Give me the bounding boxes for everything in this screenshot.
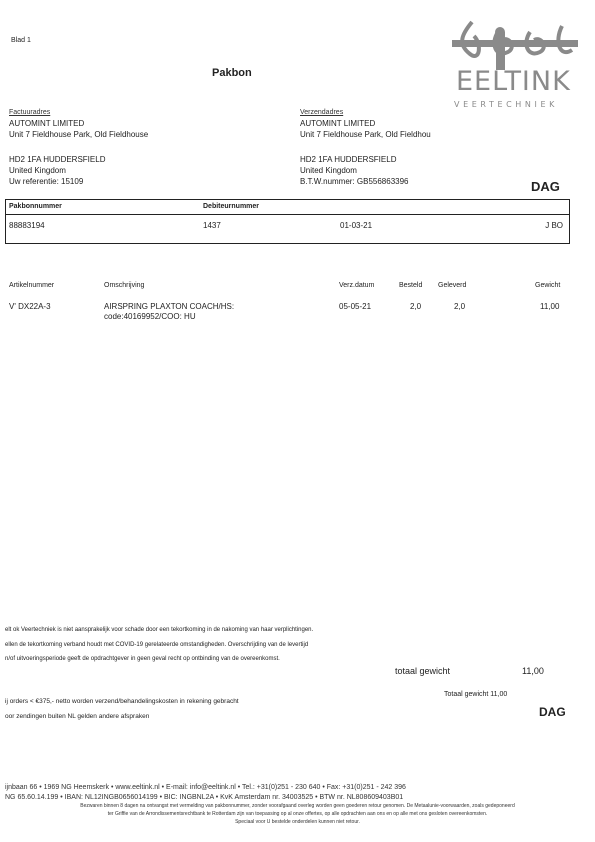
spring-logo-icon bbox=[452, 14, 580, 74]
col-article: Artikelnummer bbox=[9, 282, 55, 289]
logo-tagline: VEERTECHNIEK bbox=[454, 100, 558, 109]
row-ship-date: 05-05-21 bbox=[339, 302, 372, 311]
footer-terms-line1: Bezwaren binnen 8 dagen na ontvangst met vermelding van pakbonnummer, zonder voorafgaand overleg worden geen goederen retour genomen. De Metaalunie-voorwaarden, zoals gedeponeerd bbox=[80, 803, 515, 809]
note-covid: ellen de tekortkoming verband houdt met COVID-19 gerelateerde omstandigheden. Overschrijding van de levertijd bbox=[5, 642, 309, 648]
note-termination: n/of uitvoeringsperiode geeft de opdrachtgever in geen geval recht op ontbinding van de overeenkomst. bbox=[5, 656, 280, 662]
billing-country: United Kingdom bbox=[9, 166, 66, 175]
total-weight-label: totaal gewicht bbox=[395, 666, 451, 676]
row-delivered: 2,0 bbox=[454, 302, 466, 311]
row-article: V' DX22A-3 bbox=[9, 302, 51, 311]
billing-label: Factuuradres bbox=[9, 109, 51, 116]
footer-bank-line: NG 65.60.14.199 • IBAN: NL12INGB0656014199 • BIC: INGBNL2A • KvK Amsterdam nr. 34003525 • BTW nr. NL808609403B01 bbox=[5, 794, 404, 801]
shipping-label: Verzendadres bbox=[300, 109, 344, 116]
company-logo bbox=[452, 14, 580, 114]
page-title: Pakbon bbox=[212, 67, 252, 79]
billing-street: Unit 7 Fieldhouse Park, Old Fieldhouse bbox=[9, 130, 149, 139]
billing-reference: Uw referentie: 15109 bbox=[9, 177, 84, 186]
note-shipping-costs: ij orders < €375,- netto worden verzend/behandelingskosten in rekening gebracht bbox=[5, 698, 239, 705]
shipping-country: United Kingdom bbox=[300, 166, 357, 175]
shipping-street: Unit 7 Fieldhouse Park, Old Fieldhou bbox=[300, 130, 431, 139]
col-description: Omschrijving bbox=[104, 282, 145, 289]
sheet-number: Blad 1 bbox=[11, 37, 31, 44]
note-foreign-shipments: oor zendingen buiten NL gelden andere afspraken bbox=[5, 713, 150, 720]
order-info-box bbox=[5, 199, 570, 244]
logo-name: EELTINK bbox=[456, 66, 571, 97]
col-delivered: Geleverd bbox=[438, 282, 467, 289]
col-ordered: Besteld bbox=[399, 282, 423, 289]
total-weight-value: 11,00 bbox=[522, 666, 544, 676]
footer-terms-line2: ter Griffie van de Arrondissementsrechtbank te Rotterdam zijn van toepassing op al onze offertes, op alle opdrachten aan ons en op alle met ons gesloten overeenkomsten. bbox=[107, 811, 488, 817]
delivery-type: DAG bbox=[531, 179, 560, 194]
delivery-type-bottom: DAG bbox=[539, 705, 566, 719]
row-ordered: 2,0 bbox=[410, 302, 422, 311]
footer-address-line: ijnbaan 66 • 1969 NG Heemskerk • www.eeltink.nl • E-mail: info@eeltink.nl • Tel.: +31(0)251 - 230 640 • Fax: +31(0)251 - 242 396 bbox=[5, 784, 406, 791]
shipping-company: AUTOMINT LIMITED bbox=[300, 119, 376, 128]
pakbon-number: 88883194 bbox=[9, 221, 45, 230]
billing-postcode-city: HD2 1FA HUDDERSFIELD bbox=[9, 155, 106, 164]
pakbon-number-label: Pakbonnummer bbox=[9, 203, 62, 210]
row-weight: 11,00 bbox=[540, 302, 560, 311]
shipping-vat: B.T.W.nummer: GB556863396 bbox=[300, 177, 409, 186]
billing-company: AUTOMINT LIMITED bbox=[9, 119, 85, 128]
employee-initials: J BO bbox=[545, 221, 563, 230]
total-weight-summary: Totaal gewicht 11,00 bbox=[444, 691, 508, 698]
order-date: 01-03-21 bbox=[340, 221, 373, 230]
row-description-line2: code:40169952/COO: HU bbox=[104, 312, 196, 321]
shipping-postcode-city: HD2 1FA HUDDERSFIELD bbox=[300, 155, 397, 164]
col-weight: Gewicht bbox=[535, 282, 561, 289]
note-liability: elt ok Veertechniek is niet aansprakelijk voor schade door een tekortkoming in de nakoming van haar verplichtingen. bbox=[5, 627, 314, 633]
col-ship-date: Verz.datum bbox=[339, 282, 375, 289]
footer-terms-line3: Speciaal voor U bestelde onderdelen kunnen niet retour. bbox=[235, 819, 360, 825]
row-description-line1: AIRSPRING PLAXTON COACH/HS: bbox=[104, 302, 235, 311]
debtor-number-label: Debiteurnummer bbox=[203, 203, 260, 210]
debtor-number: 1437 bbox=[203, 221, 221, 230]
